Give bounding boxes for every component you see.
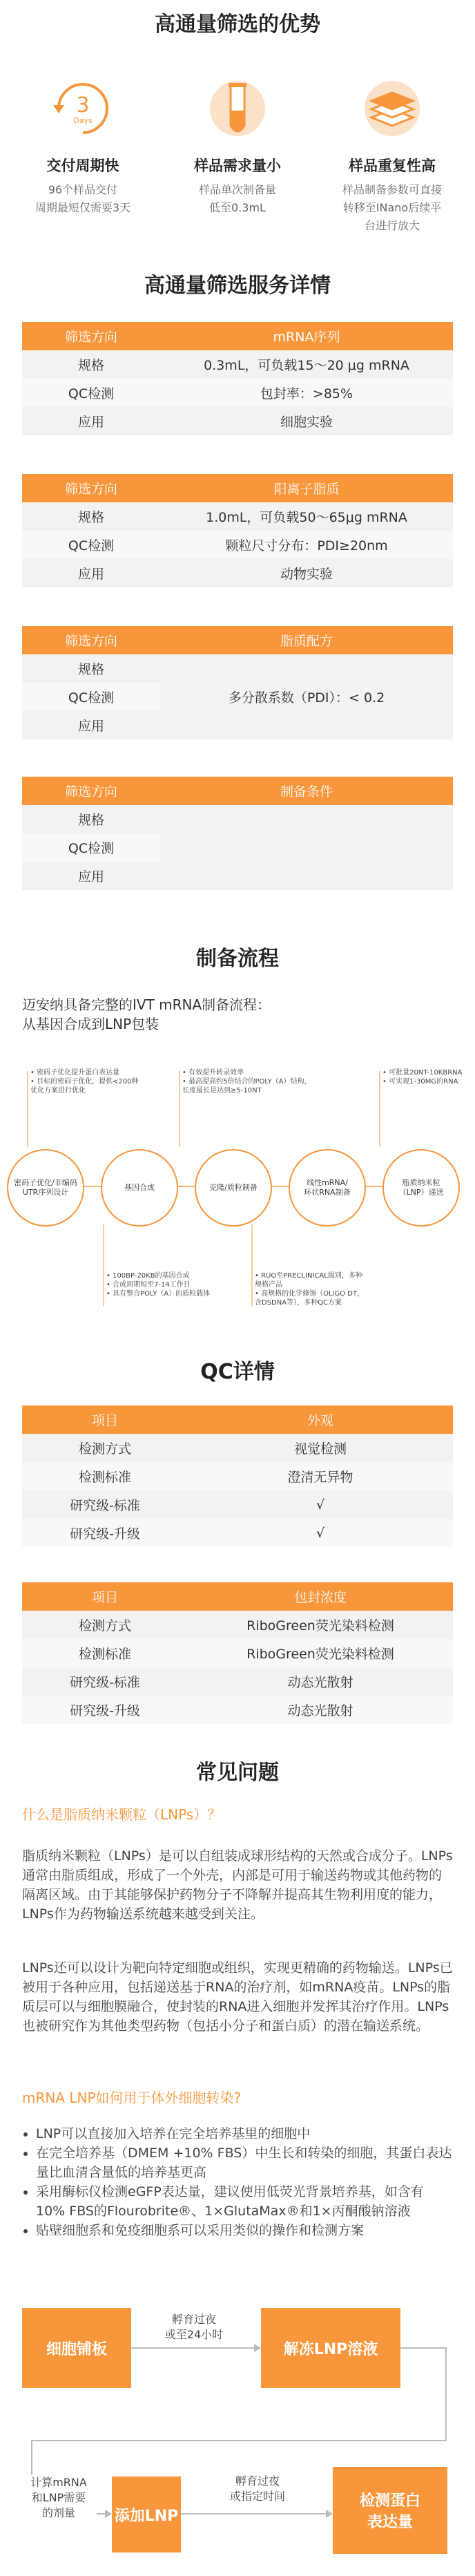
process-note: • 密码子优化提升蛋白表达量 • 目标的密码子优化，提供<200种 优化方案进行优化 [30, 1069, 139, 1095]
faq-answer-1-p2: LNPs还可以设计为靶向特定细胞或组织，实现更精确的药物输送。LNPs已被用于各种应用，包括递送基于RNA的治疗剂，如mRNA疫苗。LNPs的脂质层可以与细胞膜融合，使封装的RNA进入细胞并发挥其治疗作用。LNPs也被研究作为其他类型药物（包括小分子和蛋白质）的潜在输送系统。 [22, 1960, 453, 2034]
advantage-card-repeatability [323, 64, 461, 249]
service-table-formulation: 筛选方向 脂质配方 规格 多分散系数（PDI）：< 0.2 QC检测 应用 [22, 626, 453, 739]
service-table-lipid: 筛选方向 阳离子脂质 规格 1.0mL，可负载50～65μg mRNA QC检测 颗粒尺寸分布：PDI≥20nm 应用 动物实验 [22, 474, 453, 587]
clock-3-days-icon [45, 70, 121, 146]
layers-icon [354, 70, 430, 146]
flow-note: 计算mRNA 和LNP需要 的剂量 [21, 2475, 97, 2521]
advantages-title: 高通量筛选的优势 [155, 12, 320, 37]
flow-note: 孵育过夜 或至24小时 [156, 2312, 232, 2342]
transfection-flow [0, 2280, 475, 2576]
process-step: 克隆/质粒制备 [195, 1149, 272, 1227]
service-table-conditions: 筛选方向 制备条件 规格 QC检测 应用 [22, 777, 453, 890]
advantage-desc: 96个样品交付 周期最短仅需要3天 [35, 183, 131, 214]
faq-answer-2-list [22, 2124, 453, 2240]
svg-text:Days: Days [73, 116, 93, 125]
process-note: • RUO至PRECLINICAL级别，多种 规格产品 • 高规格的化学修饰（OLIGO DT， 含DSDNA等），多种QC方案 [255, 1272, 365, 1307]
faq-title: 常见问题 [196, 1761, 279, 1785]
qc-table-encapsulation: 项目 包封浓度 检测方式 RiboGreen荧光染料检测 检测标准 RiboGreen荧光染料检测 研究级-标准 动态光散射 研究级-升级 动态光散射 [22, 1582, 453, 1724]
flow-step-thaw-lnp: 解冻LNP溶液 [261, 2308, 400, 2388]
flow-step-detect-protein: 检测蛋白 表达量 [333, 2467, 447, 2554]
process-step: 基因合成 [101, 1149, 178, 1227]
faq-question-1: 什么是脂质纳米颗粒（LNPs）？ [22, 1806, 222, 1823]
advantage-title: 样品重复性高 [349, 158, 436, 174]
advantage-desc: 样品制备参数可直接 转移至INano后续平 台进行放大 [342, 183, 442, 232]
advantage-card-volume [168, 64, 307, 249]
process-note: • 100BP-20KB的基因合成 • 合成周期短至7-14工作日 • 具有整合POLY（A）的质粒载体 [106, 1272, 211, 1298]
process-diagram [7, 1043, 468, 1334]
advantage-title: 交付周期快 [46, 158, 119, 174]
advantage-title: 样品需求量小 [194, 158, 281, 174]
faq-question-2: mRNA LNP如何用于体外细胞转染? [22, 2090, 242, 2106]
service-table-mrna: 筛选方向 mRNA序列 规格 0.3mL，可负载15～20 μg mRNA QC检测 包封率：>85% 应用 细胞实验 [22, 322, 453, 435]
process-step: 脂质纳米粒 （LNP）递送 [382, 1149, 460, 1227]
flow-step-cell-plating: 细胞铺板 [22, 2308, 131, 2388]
service-details-title: 高通量筛选服务详情 [144, 274, 331, 298]
advantage-card-delivery [14, 64, 152, 249]
list-item: • 采用酶标仪检测eGFP表达量，建议使用低荧光背景培养基，如含有10% FBS的Flourobrite®、1×GlutaMax®和1×丙酮酸钠溶液 [36, 2182, 453, 2221]
process-note: • 可批量20NT-10KBRNA • 可实现1-30MG的RNA [382, 1069, 463, 1086]
list-item: • 贴壁细胞系和免疫细胞系可以采用类似的操作和检测方案 [36, 2221, 453, 2240]
process-note: • 有效提升转录效率 • 最高提高约5倍结合的POLY（A）结构， 长度最长是达到≥5-10NT [182, 1069, 311, 1095]
process-title: 制备流程 [196, 947, 279, 971]
flow-note: 孵育过夜 或指定时间 [213, 2474, 302, 2504]
advantage-desc: 样品单次制备量 低至0.3mL [198, 183, 276, 214]
process-intro: 迈安纳具备完整的IVT mRNA制备流程： 从基因合成到LNP包装 [22, 996, 271, 1032]
process-step: 线性mRNA/ 环状RNA制备 [289, 1149, 366, 1227]
test-tube-icon [200, 70, 275, 146]
process-step: 密码子优化/非编码 UTR序列设计 [7, 1149, 84, 1227]
faq-answer-1-p1: 脂质纳米颗粒（LNPs）是可以自组装成球形结构的天然或合成分子。LNPs通常由脂质组成，形成了一个外壳，内部是可用于输送药物或其他药物的隔离区域。由于其能够保护药物分子不降解并提高其生物利用度的能力，LNPs作为药物输送系统越来越受到关注。 [22, 1848, 453, 1922]
flow-step-add-lnp: 添加LNP [112, 2476, 181, 2553]
qc-table-appearance: 项目 外观 检测方式 视觉检测 检测标准 澄清无异物 研究级-标准 √ 研究级-升级 √ [22, 1405, 453, 1547]
list-item: • LNP可以直接加入培养在完全培养基里的细胞中 [36, 2124, 453, 2143]
qc-title: QC详情 [200, 1360, 275, 1384]
svg-text:3: 3 [76, 93, 90, 117]
list-item: • 在完全培养基（DMEM +10% FBS）中生长和转染的细胞，其蛋白表达量比血清含量低的培养基更高 [36, 2143, 453, 2182]
